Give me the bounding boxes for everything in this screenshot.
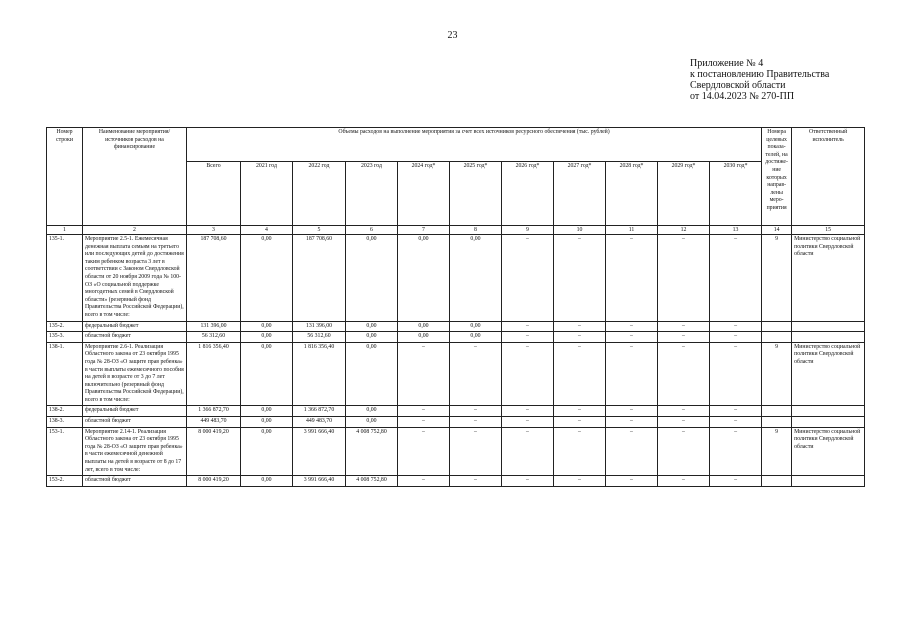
amount-cell: – xyxy=(658,235,710,322)
amount-cell: – xyxy=(502,321,554,332)
amount-cell: 8 000 419,20 xyxy=(187,476,241,487)
amount-cell: – xyxy=(658,406,710,417)
amount-cell: – xyxy=(398,476,450,487)
column-number: 14 xyxy=(762,226,792,235)
row-name: федеральный бюджет xyxy=(83,406,187,417)
amount-cell: 0,00 xyxy=(346,417,398,428)
target-numbers xyxy=(762,476,792,487)
row-name: Мероприятие 2.6-1. Реализация Областного закона от 23 октября 1995 года № 28-ОЗ «О защите прав ребенка» в части выплаты ежемесячного пособия на детей в возрасте от 3 до 7 лет включительно (резервный фонд Правительства Российской Федерации), всего в том числе: xyxy=(83,342,187,406)
executor-cell: Министерство социальной политики Свердловской области xyxy=(792,342,865,406)
amount-cell: – xyxy=(554,321,606,332)
table-row xyxy=(47,332,865,343)
row-name: областной бюджет xyxy=(83,332,187,343)
table-row xyxy=(47,342,865,406)
amount-cell: 131 396,00 xyxy=(187,321,241,332)
header-volumes: Объемы расходов на выполнение мероприятия за счет всех источников ресурсного обеспечения (тыс. рублей) xyxy=(187,128,762,162)
amount-cell: – xyxy=(450,476,502,487)
amount-cell: – xyxy=(710,427,762,476)
amount-cell: 0,00 xyxy=(346,332,398,343)
executor-cell: Министерство социальной политики Свердловской области xyxy=(792,427,865,476)
amount-cell: – xyxy=(398,417,450,428)
table-row xyxy=(47,321,865,332)
amount-cell: – xyxy=(606,235,658,322)
amount-cell: 0,00 xyxy=(241,406,293,417)
column-number: 7 xyxy=(398,226,450,235)
column-number: 6 xyxy=(346,226,398,235)
column-number: 13 xyxy=(710,226,762,235)
header-year: 2030 год* xyxy=(710,162,762,226)
amount-cell: – xyxy=(450,417,502,428)
amount-cell: 0,00 xyxy=(241,342,293,406)
column-number: 1 xyxy=(47,226,83,235)
column-number: 2 xyxy=(83,226,187,235)
header-year: 2022 год xyxy=(293,162,346,226)
table-row xyxy=(47,406,865,417)
table-row xyxy=(47,417,865,428)
amount-cell: 56 312,60 xyxy=(293,332,346,343)
header-row-no: Номер строки xyxy=(47,128,83,226)
amount-cell: 4 008 752,80 xyxy=(346,427,398,476)
amount-cell: – xyxy=(554,235,606,322)
amount-cell: 187 708,60 xyxy=(293,235,346,322)
amount-cell: – xyxy=(658,476,710,487)
amount-cell: 1 366 872,70 xyxy=(293,406,346,417)
header-year: 2029 год* xyxy=(658,162,710,226)
amount-cell: 3 991 666,40 xyxy=(293,476,346,487)
row-number: 135-1. xyxy=(47,235,83,322)
page-number: 23 xyxy=(447,30,458,41)
amount-cell: – xyxy=(502,332,554,343)
amount-cell: – xyxy=(606,427,658,476)
amount-cell: – xyxy=(710,332,762,343)
executor-cell xyxy=(792,332,865,343)
amount-cell: – xyxy=(398,406,450,417)
amount-cell: – xyxy=(710,476,762,487)
amount-cell: – xyxy=(398,427,450,476)
amount-cell: – xyxy=(710,342,762,406)
amount-cell: – xyxy=(606,406,658,417)
executor-cell xyxy=(792,476,865,487)
header-year: 2025 год* xyxy=(450,162,502,226)
row-name: Мероприятие 2.14-1. Реализация Областного закона от 23 октября 1995 года № 28-ОЗ «О защите прав ребенка» в части ежемесячной денежной выплаты на детей в возрасте от 8 до 17 лет, всего в том числе: xyxy=(83,427,187,476)
amount-cell: 0,00 xyxy=(450,332,502,343)
column-number: 8 xyxy=(450,226,502,235)
amount-cell: 4 008 752,80 xyxy=(346,476,398,487)
amount-cell: – xyxy=(554,417,606,428)
amount-cell: – xyxy=(554,406,606,417)
row-name: Мероприятие 2.5-1. Ежемесячная денежная выплата семьям на третьего или последующих детей до достижения таким ребенком возраста 3 лет в соответствии с Законом Свердловской области от 20 ноября 2009 года № 100-ОЗ «О социальной поддержке многодетных семей в Свердловской области» (резервный фонд Правительства Российской Федерации), всего в том числе: xyxy=(83,235,187,322)
amount-cell: – xyxy=(606,321,658,332)
amount-cell: 0,00 xyxy=(346,321,398,332)
amount-cell: 0,00 xyxy=(241,332,293,343)
table-row xyxy=(47,427,865,476)
executor-cell xyxy=(792,321,865,332)
amount-cell: – xyxy=(710,406,762,417)
amount-cell: – xyxy=(502,427,554,476)
table-row xyxy=(47,235,865,322)
executor-cell xyxy=(792,417,865,428)
target-numbers: 9 xyxy=(762,427,792,476)
amount-cell: 0,00 xyxy=(450,235,502,322)
row-number: 153-2. xyxy=(47,476,83,487)
target-numbers xyxy=(762,406,792,417)
target-numbers xyxy=(762,417,792,428)
header-year: 2028 год* xyxy=(606,162,658,226)
amount-cell: 0,00 xyxy=(241,417,293,428)
column-number: 9 xyxy=(502,226,554,235)
executor-cell: Министерство социальной политики Свердловской области xyxy=(792,235,865,322)
amount-cell: – xyxy=(606,476,658,487)
executor-cell xyxy=(792,406,865,417)
target-numbers: 9 xyxy=(762,235,792,322)
column-number: 3 xyxy=(187,226,241,235)
amount-cell: – xyxy=(450,427,502,476)
row-number: 153-1. xyxy=(47,427,83,476)
amount-cell: 3 991 666,40 xyxy=(293,427,346,476)
target-numbers: 9 xyxy=(762,342,792,406)
amount-cell: 0,00 xyxy=(241,427,293,476)
amount-cell: 0,00 xyxy=(346,342,398,406)
header-year: 2024 год* xyxy=(398,162,450,226)
amount-cell: 187 708,60 xyxy=(187,235,241,322)
header-year: 2023 год xyxy=(346,162,398,226)
amount-cell: 1 816 356,40 xyxy=(187,342,241,406)
column-number: 11 xyxy=(606,226,658,235)
header-year: 2026 год* xyxy=(502,162,554,226)
amount-cell: – xyxy=(710,235,762,322)
amount-cell: – xyxy=(554,476,606,487)
target-numbers xyxy=(762,332,792,343)
amount-cell: 0,00 xyxy=(398,235,450,322)
amount-cell: – xyxy=(554,342,606,406)
amount-cell: 1 816 356,40 xyxy=(293,342,346,406)
header-targets: Номера целевых показа-телей, на достиже-ние которых направ-лены меро-приятия xyxy=(762,128,792,226)
amount-cell: – xyxy=(554,332,606,343)
column-number: 4 xyxy=(241,226,293,235)
row-name: областной бюджет xyxy=(83,417,187,428)
amount-cell: – xyxy=(606,342,658,406)
row-number: 138-1. xyxy=(47,342,83,406)
amount-cell: – xyxy=(450,406,502,417)
header-year: Всего xyxy=(187,162,241,226)
amount-cell: 449 483,70 xyxy=(187,417,241,428)
table-row xyxy=(47,476,865,487)
amount-cell: – xyxy=(502,417,554,428)
amount-cell: – xyxy=(710,417,762,428)
expenses-table xyxy=(46,127,865,487)
row-number: 138-2. xyxy=(47,406,83,417)
amount-cell: 449 483,70 xyxy=(293,417,346,428)
amount-cell: 0,00 xyxy=(241,235,293,322)
amount-cell: – xyxy=(658,332,710,343)
row-number: 135-3. xyxy=(47,332,83,343)
header-name: Наименование мероприятия/ источников расходов на финансирование xyxy=(83,128,187,226)
amount-cell: – xyxy=(450,342,502,406)
row-number: 138-3. xyxy=(47,417,83,428)
amount-cell: 0,00 xyxy=(450,321,502,332)
column-number: 5 xyxy=(293,226,346,235)
amount-cell: – xyxy=(502,235,554,322)
header-year: 2021 год xyxy=(241,162,293,226)
amount-cell: – xyxy=(502,406,554,417)
row-name: федеральный бюджет xyxy=(83,321,187,332)
header-executor: Ответственный исполнитель xyxy=(792,128,865,226)
amount-cell: 8 000 419,20 xyxy=(187,427,241,476)
appendix-header: Приложение № 4 к постановлению Правительства Свердловской области от 14.04.2023 № 270-ПП xyxy=(690,58,830,102)
amount-cell: – xyxy=(710,321,762,332)
amount-cell: 1 366 872,70 xyxy=(187,406,241,417)
column-number: 12 xyxy=(658,226,710,235)
column-number: 10 xyxy=(554,226,606,235)
amount-cell: – xyxy=(606,332,658,343)
amount-cell: – xyxy=(658,342,710,406)
amount-cell: 0,00 xyxy=(398,321,450,332)
amount-cell: – xyxy=(554,427,606,476)
amount-cell: 0,00 xyxy=(346,406,398,417)
amount-cell: – xyxy=(658,321,710,332)
row-name: областной бюджет xyxy=(83,476,187,487)
amount-cell: – xyxy=(502,476,554,487)
target-numbers xyxy=(762,321,792,332)
amount-cell: 0,00 xyxy=(346,235,398,322)
amount-cell: – xyxy=(658,417,710,428)
column-number: 15 xyxy=(792,226,865,235)
amount-cell: – xyxy=(658,427,710,476)
amount-cell: 131 396,00 xyxy=(293,321,346,332)
amount-cell: – xyxy=(606,417,658,428)
amount-cell: 56 312,60 xyxy=(187,332,241,343)
amount-cell: – xyxy=(502,342,554,406)
amount-cell: – xyxy=(398,342,450,406)
row-number: 135-2. xyxy=(47,321,83,332)
header-year: 2027 год* xyxy=(554,162,606,226)
amount-cell: 0,00 xyxy=(398,332,450,343)
amount-cell: 0,00 xyxy=(241,476,293,487)
amount-cell: 0,00 xyxy=(241,321,293,332)
